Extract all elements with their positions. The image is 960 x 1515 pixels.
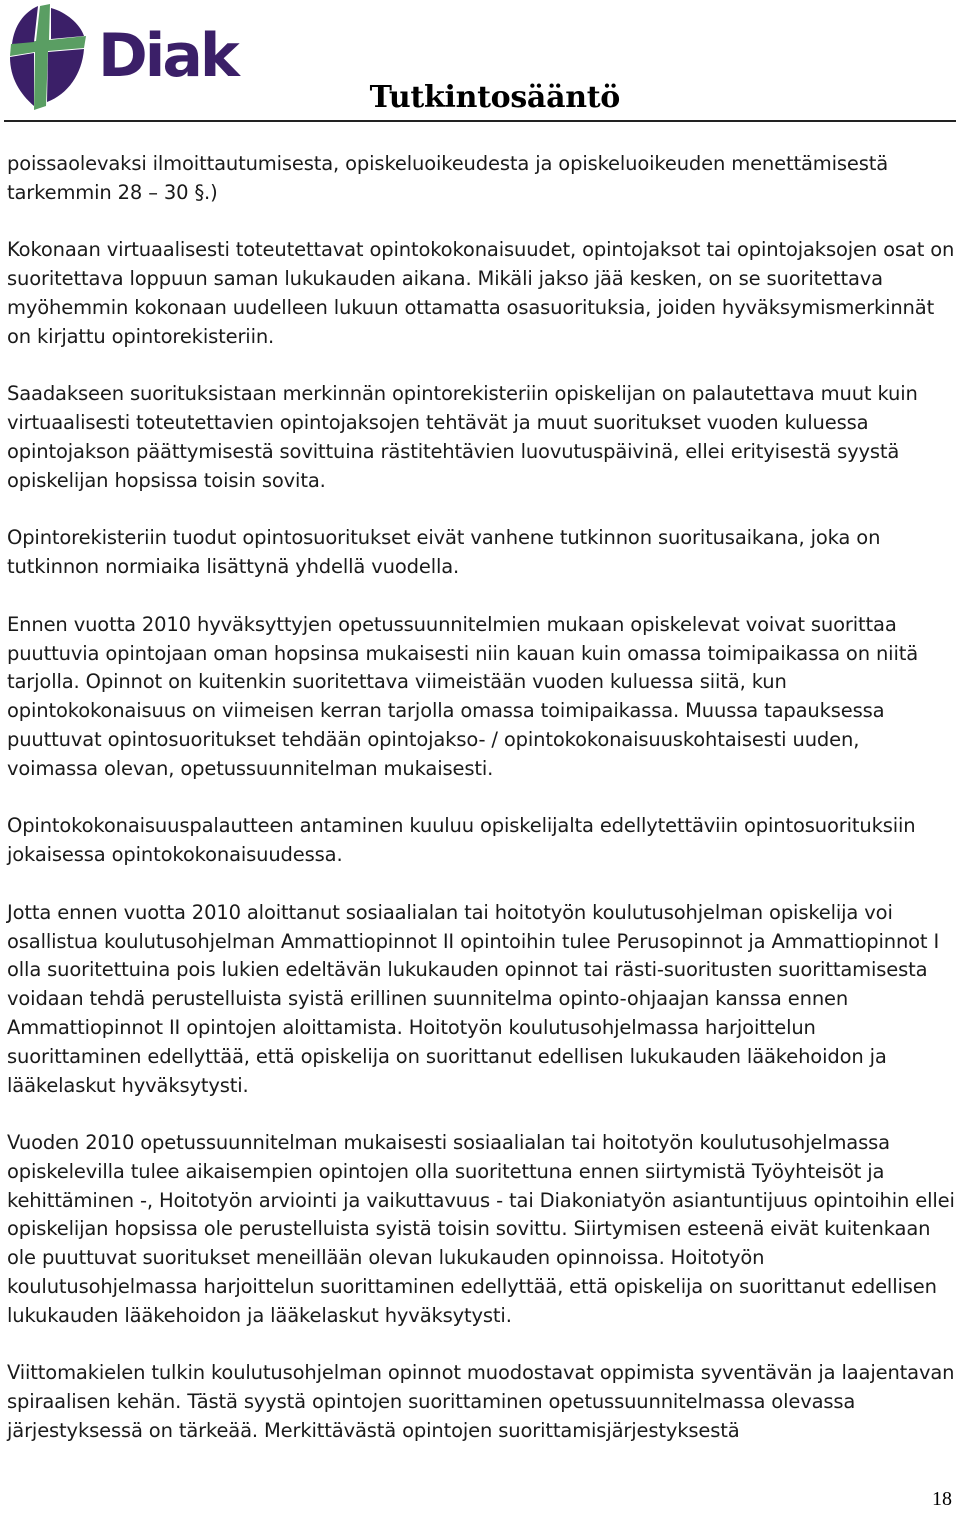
page-number: 18 [932, 1488, 952, 1510]
header-divider [4, 120, 956, 122]
diak-logo-graphic [4, 2, 244, 114]
paragraph: Viittomakielen tulkin koulutusohjelman opinnot muodostavat oppimista syventävän ja laajentavan spiraalisen kehän. Tästä syystä opintojen suorittaminen opetussuunnitelmassa olevassa järjestyksessä on tärkeää. Merkittävästä opintojen suorittamisjärjestyksestä [7, 1361, 955, 1443]
paragraph: Ennen vuotta 2010 hyväksyttyjen opetussuunnitelmien mukaan opiskelevat voivat suorittaa puuttuvia opintojaan oman hopsinsa mukaisesti niin kauan kuin omassa toimipaikassa on niitä tarjolla. Opinnot on kuitenkin suoritettava viimeistään vuoden kuluessa siitä, kun opintokokonaisuus on viimeisen kerran tarjolla omassa toimipaikassa. Muussa tapauksessa puuttuvat opintosuoritukset tehdään opintojakso- / opintokokonaisuuskohtaisesti uuden, voimassa olevan, opetussuunnitelman mukaisesti. [7, 612, 919, 780]
paragraph: Opintorekisteriin tuodut opintosuoritukset eivät vanhene tutkinnon suoritusaikana, joka on tutkinnon normiaika lisättynä yhdellä vuodella. [7, 526, 881, 579]
svg-text:Diak: Diak [98, 21, 237, 91]
paragraph: Saadakseen suorituksistaan merkinnän opintorekisteriin opiskelijan on palautettava muut kuin virtuaalisesti toteutettavien opintojaksojen tehtävät ja muut suoritukset vuoden kuluessa opintojakson päättymisestä sovittuina rästitehtävien luovutuspäivinä, ellei erityisestä syystä opiskelijan hopsissa toisin sovita. [7, 382, 918, 492]
diak-logo [4, 2, 244, 114]
page-header [0, 0, 960, 125]
document-body [7, 150, 955, 1475]
paragraph: Kokonaan virtuaalisesti toteutettavat opintokokonaisuudet, opintojaksot tai opintojaksojen osat on suoritettava loppuun saman lukukauden aikana. Mikäli jakso jää kesken, on se suoritettava myöhemmin kokonaan uudelleen lukuun ottamatta osasuorituksia, joiden hyväksymismerkinnät on kirjattu opintorekisteriin. [7, 238, 955, 348]
paragraph: Vuoden 2010 opetussuunnitelman mukaisesti sosiaalialan tai hoitotyön koulutusohjelmassa opiskelevilla tulee aikaisempien opintojen olla suoritettuna ennen siirtymistä Työyhteisöt ja kehittäminen -, Hoitotyön arviointi ja vaikuttavuus - tai Diakoniatyön asiantuntijuus opintoihin ellei opiskelijan hopsissa ole perustelluista syistä toisin sovittu. Siirtymisen esteenä eivät kuitenkaan ole puuttuvat suoritukset meneillään olevan lukukauden opinnoissa. Hoitotyön koulutusohjelmassa harjoittelun suorittaminen edellyttää, että opiskelija on suorittanut edellisen lukukauden lääkehoidon ja lääkelaskut hyväksytysti. [7, 1131, 955, 1327]
paragraph: Jotta ennen vuotta 2010 aloittanut sosiaalialan tai hoitotyön koulutusohjelman opiskelija voi osallistua koulutusohjelman Ammattiopinnot II opintoihin tulee Perusopinnot ja Ammattiopinnot I olla suoritettuina pois lukien edeltävän lukukauden opinnot tai rästi-suoritusten suorittamisesta voidaan tehdä perustelluista syistä erillinen suunnitelma opinto-ohjaajan kanssa ennen Ammattiopinnot II opintojen aloittamista. Hoitotyön koulutusohjelmassa harjoittelun suorittaminen edellyttää, että opiskelija on suorittanut edellisen lukukauden lääkehoidon ja lääkelaskut hyväksytysti. [7, 900, 940, 1097]
paragraph: Opintokokonaisuuspalautteen antaminen kuuluu opiskelijalta edellytettäviin opintosuorituksiin jokaisessa opintokokonaisuudessa. [7, 814, 916, 867]
document-title: Tutkintosääntö [369, 80, 620, 115]
paragraph: poissaolevaksi ilmoittautumisesta, opiskeluoikeudesta ja opiskeluoikeuden menettämisestä tarkemmin 28 – 30 §.) [7, 152, 889, 204]
